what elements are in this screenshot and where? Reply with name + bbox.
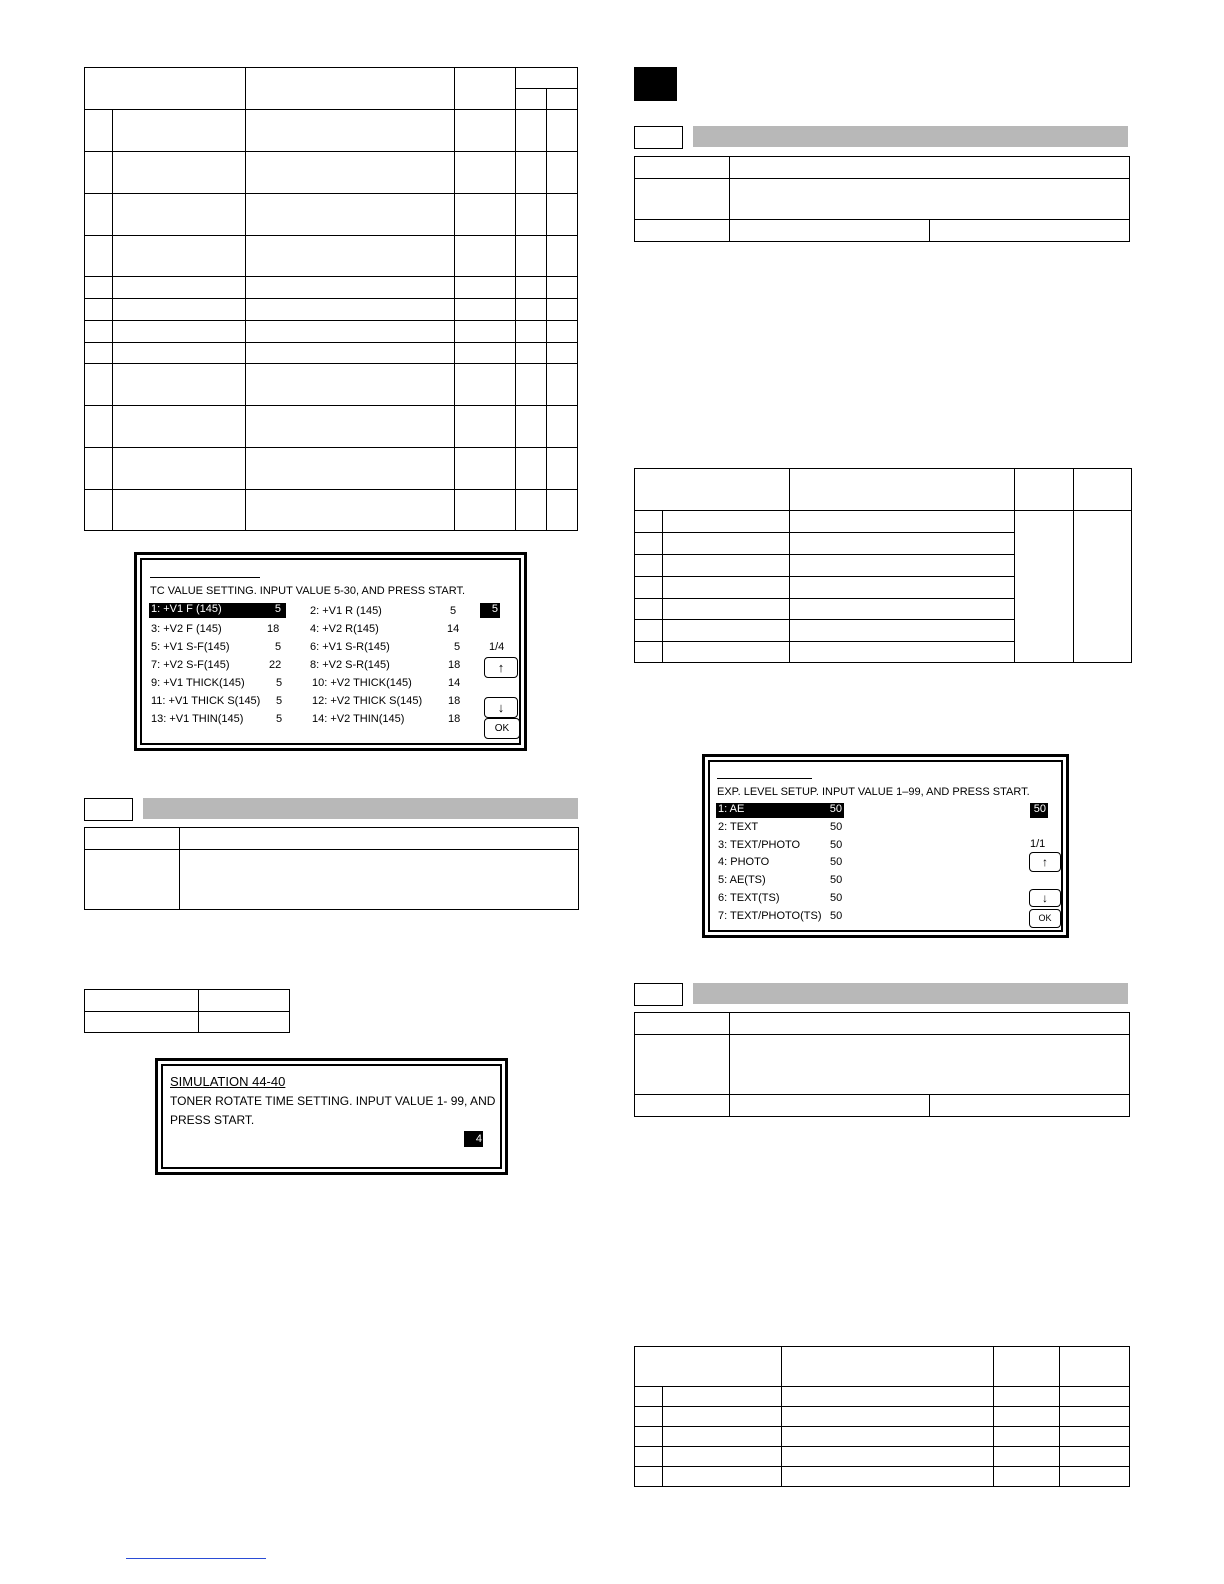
list-item[interactable]: 7: +V2 S-F(145): [151, 659, 230, 671]
settings-table-top-left: [84, 67, 578, 531]
list-item-value: 5: [454, 641, 461, 653]
list-item-value: 18: [448, 695, 461, 707]
ok-label: OK: [494, 723, 510, 734]
list-item-value: 5: [276, 695, 283, 707]
page-down-button[interactable]: [484, 697, 518, 718]
page-indicator: 1/1: [1030, 838, 1046, 850]
list-item[interactable]: 7: TEXT/PHOTO(TS): [718, 910, 822, 922]
list-item[interactable]: 5: AE(TS): [718, 874, 766, 886]
list-item-value: 50: [830, 910, 843, 922]
input-value-display: 50: [1030, 803, 1048, 818]
ok-button[interactable]: [1029, 909, 1061, 928]
list-item-value: 5: [275, 641, 282, 653]
footer-link-underline[interactable]: [126, 1558, 266, 1559]
list-item[interactable]: 2: +V1 R (145): [310, 605, 382, 617]
section-info-table: [84, 827, 579, 910]
settings-table-right-middle: [634, 468, 1132, 663]
input-value-display: 4: [464, 1131, 483, 1147]
list-item-value: 18: [267, 623, 280, 635]
list-item[interactable]: 4: +V2 R(145): [310, 623, 379, 635]
list-item-value: 50: [830, 856, 843, 868]
section-header-bar: [693, 983, 1128, 1004]
list-item-value: 50: [830, 874, 843, 886]
arrow-up-icon: ↑: [497, 660, 505, 675]
section-info-table: [634, 156, 1130, 242]
list-item-value: 5: [276, 677, 283, 689]
simulation-message-line2: PRESS START.: [170, 1113, 255, 1127]
list-item-value: 18: [448, 713, 461, 725]
page-indicator: 1/4: [489, 641, 505, 653]
arrow-down-icon: ↓: [497, 700, 505, 715]
arrow-up-icon: ↑: [1042, 855, 1048, 869]
page-down-button[interactable]: [1029, 889, 1061, 907]
list-item[interactable]: 3: TEXT/PHOTO: [718, 839, 801, 851]
section-tag-box: [84, 798, 133, 821]
list-item[interactable]: 4: PHOTO: [718, 856, 770, 868]
exp-level-setup-panel: [702, 754, 1069, 938]
item-value: 50: [829, 803, 842, 815]
small-value-table: [84, 989, 290, 1033]
section-tag-box: [634, 983, 683, 1006]
page-up-button[interactable]: [484, 657, 518, 678]
list-item[interactable]: 6: TEXT(TS): [718, 892, 780, 904]
ok-label: OK: [1038, 913, 1052, 923]
item-label: 1: +V1 F (145): [151, 603, 222, 615]
list-item[interactable]: 14: +V2 THIN(145): [312, 713, 405, 725]
panel-title: TC VALUE SETTING. INPUT VALUE 5-30, AND PRESS START.: [150, 585, 466, 597]
page-up-button[interactable]: [1029, 852, 1061, 872]
list-item-value: 50: [830, 821, 843, 833]
list-item[interactable]: 8: +V2 S-R(145): [310, 659, 390, 671]
tc-value-setting-panel: [134, 552, 527, 751]
list-item[interactable]: 10: +V2 THICK(145): [312, 677, 412, 689]
panel-title-underline: [150, 577, 260, 578]
chapter-marker: [634, 67, 677, 101]
ok-button[interactable]: [484, 718, 520, 739]
settings-table-bottom-right: [634, 1346, 1130, 1487]
list-item-value: 5: [276, 713, 283, 725]
toner-rotate-time-panel: [155, 1058, 508, 1175]
list-item-value: 50: [830, 892, 843, 904]
panel-title-underline: [717, 778, 812, 779]
simulation-message-line1: TONER ROTATE TIME SETTING. INPUT VALUE 1- 99, AND: [170, 1094, 496, 1108]
item-label: 1: AE: [718, 803, 745, 815]
list-item[interactable]: 3: +V2 F (145): [151, 623, 222, 635]
section-header-bar: [693, 126, 1128, 147]
item-value: 5: [274, 603, 281, 615]
list-item-value: 50: [830, 839, 843, 851]
list-item-selected[interactable]: [149, 603, 286, 618]
list-item[interactable]: 13: +V1 THIN(145): [151, 713, 244, 725]
list-item[interactable]: 6: +V1 S-R(145): [310, 641, 390, 653]
section-header-bar: [143, 798, 578, 819]
section-tag-box: [634, 126, 683, 149]
section-info-table: [634, 1012, 1130, 1117]
simulation-title: SIMULATION 44-40: [170, 1074, 286, 1089]
list-item-value: 14: [448, 677, 461, 689]
list-item-value: 18: [448, 659, 461, 671]
list-item[interactable]: 11: +V1 THICK S(145): [151, 695, 261, 707]
list-item[interactable]: 5: +V1 S-F(145): [151, 641, 230, 653]
list-item[interactable]: 12: +V2 THICK S(145): [312, 695, 423, 707]
list-item-value: 22: [269, 659, 282, 671]
list-item[interactable]: 9: +V1 THICK(145): [151, 677, 245, 689]
panel-title: EXP. LEVEL SETUP. INPUT VALUE 1–99, AND PRESS START.: [717, 786, 1030, 798]
list-item[interactable]: 2: TEXT: [718, 821, 759, 833]
input-value-display: 5: [480, 603, 500, 618]
arrow-down-icon: ↓: [1042, 891, 1048, 905]
list-item-selected[interactable]: [716, 803, 844, 818]
list-item-value: 5: [450, 605, 457, 617]
list-item-value: 14: [447, 623, 460, 635]
